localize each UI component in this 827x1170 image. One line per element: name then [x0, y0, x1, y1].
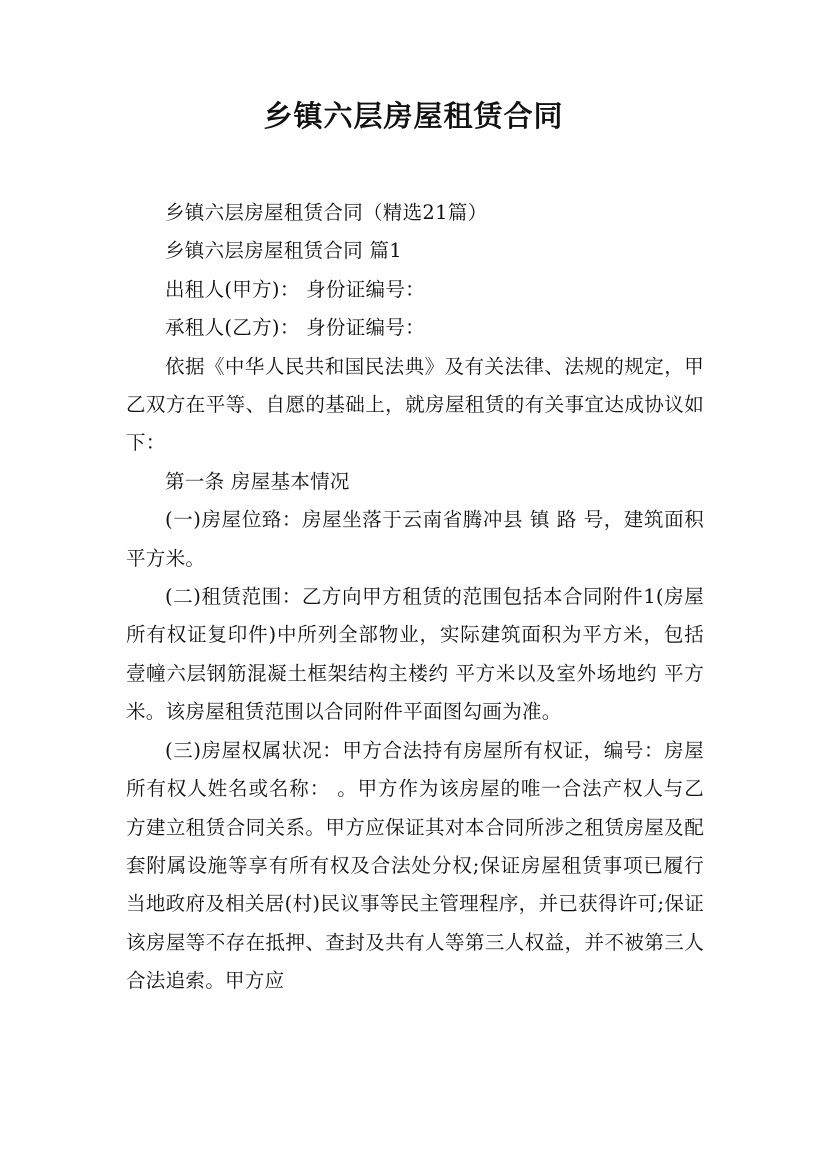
paragraph-article-1-heading: 第一条 房屋基本情况 [165, 469, 350, 493]
paragraph-subtitle: 乡镇六层房屋租赁合同（精选21篇） [165, 201, 488, 224]
paragraph-section-heading: 乡镇六层房屋租赁合同 篇1 [165, 239, 403, 263]
document-body [126, 194, 704, 1001]
paragraph-ownership: (三)房屋权属状况：甲方合法持有房屋所有权证，编号：房屋所有权人姓名或名称： 。甲方作为该房屋的唯一合法产权人与乙方建立租赁合同关系。甲方应保证其对本合同所涉之租赁房屋及配套附属设施等享有所有权及合法处分权;保证房屋租赁事项已履行当地政府及相关居(村)民议事等民主管理程序，并已获得许可;保证该房屋等不存在抵押、查封及共有人等第三人权益，并不被第三人合法追索。甲方应 [126, 738, 704, 993]
paragraph-preamble: 依据《中华人民共和国民法典》及有关法律、法规的规定，甲乙双方在平等、自愿的基础上，就房屋租赁的有关事宜达成协议如下： [126, 354, 704, 455]
paragraph-lessor: 出租人(甲方)： 身份证编号： [165, 277, 425, 301]
paragraph-lease-scope: (二)租赁范围：乙方向甲方租赁的范围包括本合同附件1(房屋所有权证复印件)中所列全部物业，实际建筑面积为平方米，包括壹幢六层钢筋混凝土框架结构主楼约 平方米以及室外场地约 平方米。该房屋租赁范围以合同附件平面图勾画为准。 [126, 585, 704, 724]
document-title: 乡镇六层房屋租赁合同 [263, 99, 564, 133]
paragraph-lessee: 承租人(乙方)： 身份证编号： [165, 316, 425, 340]
paragraph-location: (一)房屋位臵：房屋坐落于云南省腾冲县 镇 路 号，建筑面积 平方米。 [126, 508, 704, 570]
